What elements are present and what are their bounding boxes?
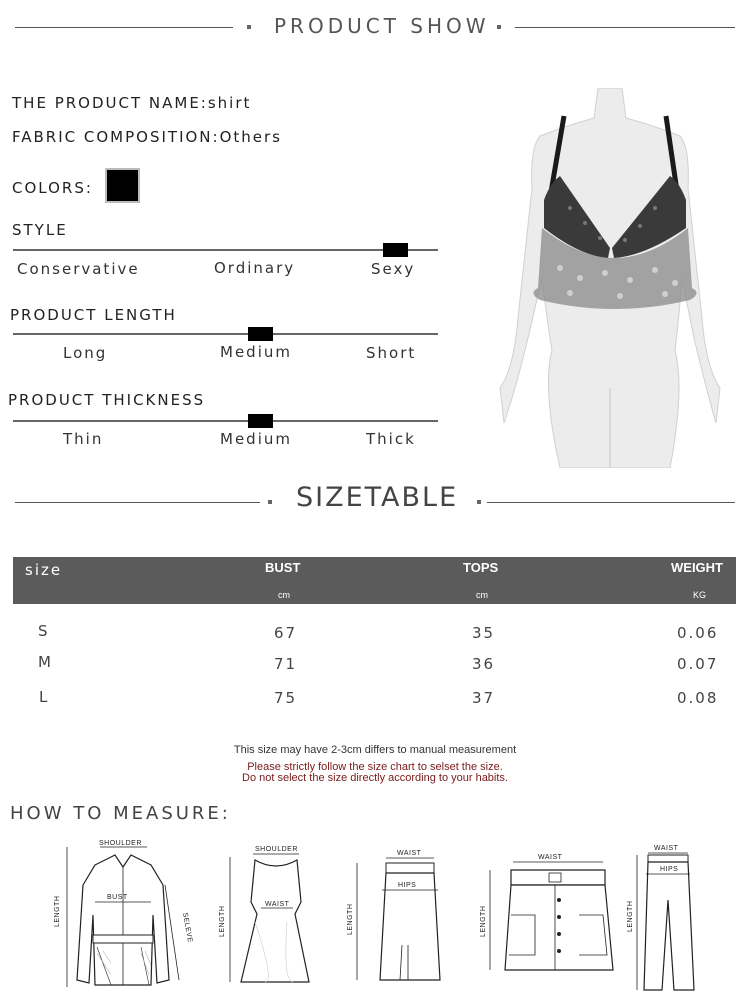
row-l-tops: 37 (472, 689, 496, 707)
row-m-tops: 36 (472, 655, 496, 673)
row-s-weight: 0.06 (677, 624, 719, 642)
page-title: PRODUCT SHOW (274, 14, 490, 38)
shirt-shoulder-label: SHOULDER (99, 840, 142, 847)
style-title: STYLE (12, 221, 68, 239)
row-m-size: M (38, 653, 53, 671)
length-title: PRODUCT LENGTH (10, 306, 177, 324)
col-tops-unit: cm (476, 590, 488, 600)
sizetable-rule-left (15, 502, 260, 503)
thickness-option-thin: Thin (63, 430, 104, 448)
row-m-bust: 71 (274, 655, 298, 673)
header-dot-right (497, 25, 501, 29)
sizetable-rule-right (487, 502, 735, 503)
col-bust-header: BUST (265, 560, 301, 575)
header-dot-left (247, 25, 251, 29)
measure-diagram-skirt (342, 845, 442, 995)
pants-hips-label: HIPS (660, 866, 679, 873)
size-note-measurement: This size may have 2-3cm differs to manual measurement (233, 744, 517, 756)
measure-diagram-pants (622, 840, 702, 995)
row-s-tops: 35 (472, 624, 496, 642)
length-option-short: Short (366, 344, 417, 362)
row-s-size: S (38, 622, 50, 640)
measure-diagram-dress (215, 842, 310, 992)
row-l-size: L (39, 688, 50, 706)
buttoned-skirt-waist-label: WAIST (538, 854, 563, 861)
skirt-hips-label: HIPS (398, 882, 417, 889)
row-s-bust: 67 (274, 624, 298, 642)
header-rule-left (15, 27, 233, 28)
length-scale-line (13, 333, 438, 335)
col-tops-header: TOPS (463, 560, 499, 575)
thickness-indicator (248, 414, 273, 428)
measure-diagram-buttoned-skirt (475, 845, 620, 995)
style-option-conservative: Conservative (17, 260, 140, 278)
style-scale-line (13, 249, 438, 251)
size-note-warning-1: Please strictly follow the size chart to selset the size. (247, 761, 503, 773)
skirt-length-label: LENGTH (347, 903, 354, 935)
col-size-header: size (25, 561, 63, 579)
sizetable-dot-left (268, 500, 272, 504)
thickness-option-thick: Thick (366, 430, 416, 448)
size-table-header (13, 557, 736, 604)
fabric-composition: FABRIC COMPOSITION:Others (12, 128, 282, 146)
row-l-weight: 0.08 (677, 689, 719, 707)
how-to-measure-title: HOW TO MEASURE: (10, 803, 231, 824)
skirt-waist-label: WAIST (397, 850, 422, 857)
sizetable-dot-right (477, 500, 481, 504)
color-swatch-black[interactable] (105, 168, 140, 203)
sizetable-title: SIZETABLE (296, 482, 459, 513)
col-weight-unit: KG (693, 590, 707, 600)
thickness-title: PRODUCT THICKNESS (8, 391, 206, 409)
buttoned-skirt-length-label: LENGTH (480, 905, 487, 937)
style-option-ordinary: Ordinary (214, 259, 296, 277)
colors-label: COLORS: (12, 179, 93, 197)
length-indicator (248, 327, 273, 341)
dress-waist-label: WAIST (265, 901, 290, 908)
length-option-medium: Medium (220, 343, 292, 361)
style-option-sexy: Sexy (371, 260, 416, 278)
pants-length-label: LENGTH (627, 900, 634, 932)
style-indicator (383, 243, 408, 257)
shirt-sleeve-label: SELEVE (181, 912, 194, 944)
measure-diagram-shirt (45, 835, 200, 995)
shirt-length-label: LENGTH (54, 895, 61, 927)
col-bust-unit: cm (278, 590, 290, 600)
size-note-warning-2: Do not select the size directly according to your habits. (242, 772, 508, 784)
thickness-scale-line (13, 420, 438, 422)
row-m-weight: 0.07 (677, 655, 719, 673)
header-rule-right (515, 27, 735, 28)
shirt-bust-label: BUST (107, 894, 128, 901)
dress-shoulder-label: SHOULDER (255, 846, 298, 853)
pants-waist-label: WAIST (654, 845, 679, 852)
col-weight-header: WEIGHT (671, 560, 723, 575)
product-photo (480, 88, 740, 468)
dress-length-label: LENGTH (219, 905, 226, 937)
row-l-bust: 75 (274, 689, 298, 707)
thickness-option-medium: Medium (220, 430, 292, 448)
length-option-long: Long (63, 344, 108, 362)
product-name: THE PRODUCT NAME:shirt (12, 94, 252, 112)
